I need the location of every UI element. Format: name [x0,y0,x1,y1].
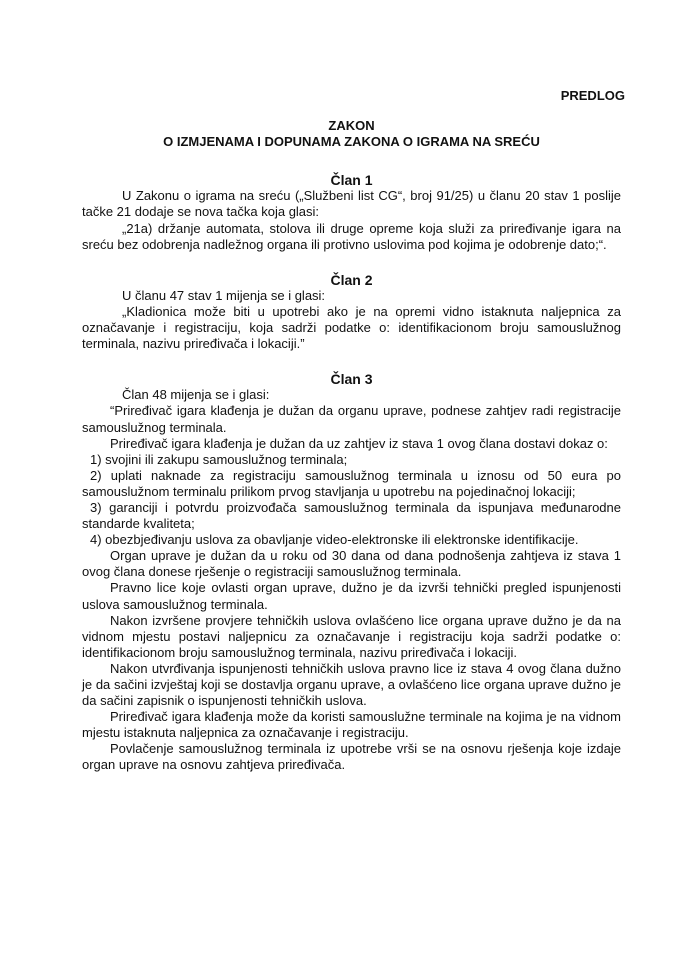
article-3-paragraph-1: “Priređivač igara klađenja je dužan da organu uprave, podnese zahtjev radi registracije samouslužnog terminala. [82,403,621,435]
article-3-heading: Član 3 [330,371,373,388]
article-3-list [82,452,621,549]
article-3-paragraph-2: Priređivač igara klađenja je dužan da uz zahtjev iz stava 1 ovog člana dostavi dokaz o: [110,435,608,451]
article-3-paragraph-7: Priređivač igara klađenja može da koristi samouslužne terminale na kojima je na vidnom mjestu istaknuta naljepnica za označavanje i registraciju. [82,709,621,741]
article-3-paragraph-6: Nakon utvrđivanja ispunjenosti tehničkih uslova pravno lice iz stava 4 ovog člana dužno je da sačini izvještaj koji se dostavlja organu uprave, a ovlašćeno lice organa uprave dužno je da sačini zapisnik o ispunjenosti tehničkih uslova. [82,660,621,709]
list-item: 1) svojini ili zakupu samouslužnog terminala; [90,451,348,467]
article-2-paragraph-1: U članu 47 stav 1 mijenja se i glasi: [122,287,326,303]
law-title-line-2: O IZMJENAMA I DOPUNAMA ZAKONA O IGRAMA NA SREĆU [163,134,540,150]
list-item: 3) garanciji i potvrdu proizvođača samouslužnog terminala da ispunjava međunarodne standarde kvaliteta; [82,499,621,532]
article-3 [82,371,621,773]
article-1-heading: Član 1 [330,172,373,189]
list-item: 4) obezbjeđivanju uslova za obavljanje video-elektronske ili elektronske identifikacije. [90,532,579,548]
article-1 [82,172,621,252]
article-1-paragraph-2: „21a) držanje automata, stolova ili druge opreme koja služi za priređivanje igara na sreću bez odobrenja nadležnog organa ili protivno uslovima pod kojima je odobrenje dato;“. [82,220,621,252]
list-item: 2) uplati naknade za registraciju samouslužnog terminala u iznosu od 50 eura po samouslužnom terminalu prilikom prvog stavljanja u upotrebu na pojedinačnoj lokaciji; [82,467,621,499]
article-3-paragraph-3: Organ uprave je dužan da u roku od 30 dana od dana podnošenja zahtjeva iz stava 1 ovog člana donese rješenje o registraciji samouslužnog terminala. [82,548,621,580]
article-3-paragraph-8: Povlačenje samouslužnog terminala iz upotrebe vrši se na osnovu rješenja koje izdaje organ uprave na osnovu zahtjeva priređivača. [82,741,621,773]
article-2-paragraph-2: „Kladionica može biti u upotrebi ako je na opremi vidno istaknuta naljepnica za označavanje i registraciju, koja sadrži podatke o: identifikacionom broju samouslužnog terminala, nazivu priređivača i lokaciji.” [82,303,621,352]
article-2 [82,272,621,352]
law-title-line-1: ZAKON [328,118,375,134]
article-1-paragraph-1: U Zakonu o igrama na sreću („Službeni list CG“, broj 91/25) u članu 20 stav 1 poslije tačke 21 dodaje se nova tačka koja glasi: [82,188,621,220]
article-3-paragraph-5: Nakon izvršene provjere tehničkih uslova ovlašćeno lice organa uprave dužno je da na vidnom mjestu postavi naljepnicu za označavanje i registraciju koja sadrži podatke o: identifikacionom broju samouslužnog terminala, nazivu priređivača i lokaciji. [82,612,621,660]
article-3-intro: Član 48 mijenja se i glasi: [122,387,270,403]
article-2-heading: Član 2 [330,271,373,288]
proposal-label: PREDLOG [560,88,625,103]
law-title [82,118,621,150]
article-3-paragraph-4: Pravno lice koje ovlasti organ uprave, dužno je da izvrši tehnički pregled ispunjenosti uslova samouslužnog terminala. [82,580,621,612]
